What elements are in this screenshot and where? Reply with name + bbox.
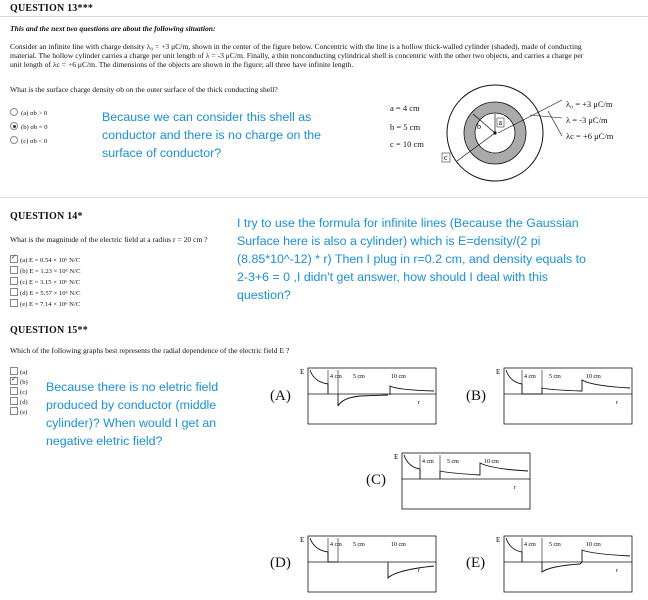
q14-title: QUESTION 14* [10,211,83,222]
q13-body-line: unit length of λc = +6 μC/m. The dimensions of the objects are shown in the figure; all three have infinite length. [10,60,354,69]
q13-body-line: material. The hollow cylinder carries a charge per unit length of λ = -3 μC/m. Finally, a thin nonconducting cylindrical shell is concentric with the other two objects, and carries a charge per [10,51,584,60]
legend-entry: λ = -3 μC/m [566,115,608,125]
dim-c: c = 10 cm [390,139,424,149]
q13-title: QUESTION 13*** [10,3,94,14]
q15-option-a[interactable]: (a) [10,367,27,377]
dim-a: a = 4 cm [390,103,420,113]
q15-option-b[interactable]: ✓(b) [10,377,28,387]
svg-text:10 cm: 10 cm [391,374,406,380]
legend-entry: λ₀ = +3 μC/m [566,99,613,109]
graph-c [392,445,534,517]
svg-text:r: r [616,400,618,406]
figure-label-b: b [477,122,481,131]
checkbox-icon[interactable] [10,387,18,395]
checkbox-icon[interactable] [10,288,18,296]
q13-body [10,42,640,69]
checkbox-icon[interactable] [10,299,18,307]
q13-body-line: Consider an infinite line with charge density λ₀ = +3 μC/m, shown in the center of the figure below. Concentric with the line is a hollow thick-walled cylinder (shaded), made of conducting [10,42,582,51]
graph-label-d: (D) [270,555,291,571]
q15-option-d[interactable]: (d) [10,397,28,407]
graph-label-c: (C) [366,472,386,488]
svg-text:5 cm: 5 cm [549,542,561,548]
radio-icon[interactable] [10,136,18,144]
svg-text:r: r [616,568,618,574]
svg-text:5 cm: 5 cm [549,374,561,380]
svg-text:10 cm: 10 cm [391,542,406,548]
q15-option-c[interactable]: (c) [10,387,27,397]
graph-e [494,528,636,600]
checkbox-checked-icon[interactable] [10,377,18,385]
graph-b [494,360,636,432]
q13-option-a[interactable]: (a) σb > 0 [10,108,47,118]
q13-situation: This and the next two questions are about the following situation: [10,24,216,33]
figure-label-c: c [444,153,448,162]
checkbox-icon[interactable] [10,397,18,405]
svg-text:5 cm: 5 cm [353,542,365,548]
svg-text:4 cm: 4 cm [330,542,342,548]
figure-label-a: a [498,118,503,127]
legend-pointers [490,93,570,153]
svg-text:4 cm: 4 cm [524,542,536,548]
q13-question: What is the surface charge density σb on the outer surface of the thick conducting shell? [10,85,278,94]
checkbox-icon[interactable] [10,277,18,285]
radio-icon[interactable] [10,108,18,116]
checkbox-icon[interactable] [10,266,18,274]
graph-a [298,360,440,432]
q14-option-b[interactable]: (b) E = 1.23 × 10⁶ N/C [10,266,80,276]
q14-option-d[interactable]: (d) E = 5.57 × 10⁶ N/C [10,288,80,298]
q14-question: What is the magnitude of the electric field at a radius r = 20 cm ? [10,235,208,244]
q14-option-e[interactable]: (e) E = 7.14 × 10⁶ N/C [10,299,80,309]
q13-option-c[interactable]: (c) σb < 0 [10,136,47,146]
graph-d [298,528,440,600]
svg-text:10 cm: 10 cm [484,459,499,465]
svg-text:E: E [496,368,501,376]
checkbox-icon[interactable] [10,367,18,375]
svg-text:4 cm: 4 cm [524,374,536,380]
checkbox-icon[interactable] [10,407,18,415]
svg-text:E: E [394,453,399,461]
q13-note: Because we can consider this shell as conductor and there is no charge on the surface of conductor? [102,110,322,160]
q15-title: QUESTION 15** [10,325,88,336]
svg-text:10 cm: 10 cm [586,374,601,380]
svg-text:4 cm: 4 cm [330,374,342,380]
svg-text:r: r [418,568,420,574]
q14-option-a[interactable]: ✓(a) E = 0.54 × 10⁶ N/C [10,255,80,265]
svg-text:5 cm: 5 cm [447,459,459,465]
svg-text:r: r [514,485,516,491]
radio-selected-icon[interactable] [10,122,18,130]
legend [566,96,613,144]
svg-text:4 cm: 4 cm [422,459,434,465]
graph-label-e: (E) [466,555,486,571]
graph-label-a: (A) [270,388,291,404]
legend-entry: λc = +6 μC/m [566,131,614,141]
divider [0,197,648,198]
q15-option-e[interactable]: (e) [10,407,27,417]
svg-text:E: E [300,536,305,544]
graph-label-b: (B) [466,388,486,404]
q14-option-c[interactable]: (c) E = 3.15 × 10⁶ N/C [10,277,80,287]
q15-question: Which of the following graphs best represents the radial dependence of the electric field E ? [10,346,290,355]
svg-text:E: E [496,536,501,544]
svg-text:E: E [300,368,305,376]
q15-note: Because there is no eletric field produced by conductor (middle cylinder)? When would I get an negative eletric field? [46,380,219,448]
svg-text:10 cm: 10 cm [586,542,601,548]
checkbox-checked-icon[interactable] [10,255,18,263]
svg-text:r: r [418,400,420,406]
q14-note: I try to use the formula for infinite lines (Because the Gaussian Surface here is also a cylinder) which is E=density/(2 pi (8.85*10^-12) * r) Then I plug in r=0.2 cm, and density equals to 2-3+6 = 0 ,I didn't get answer, how should I deal with this question? [237,216,586,302]
dim-b: b = 5 cm [390,122,421,132]
q13-option-b[interactable]: (b) σb = 0 [10,122,48,132]
divider [0,16,648,17]
svg-text:5 cm: 5 cm [353,374,365,380]
